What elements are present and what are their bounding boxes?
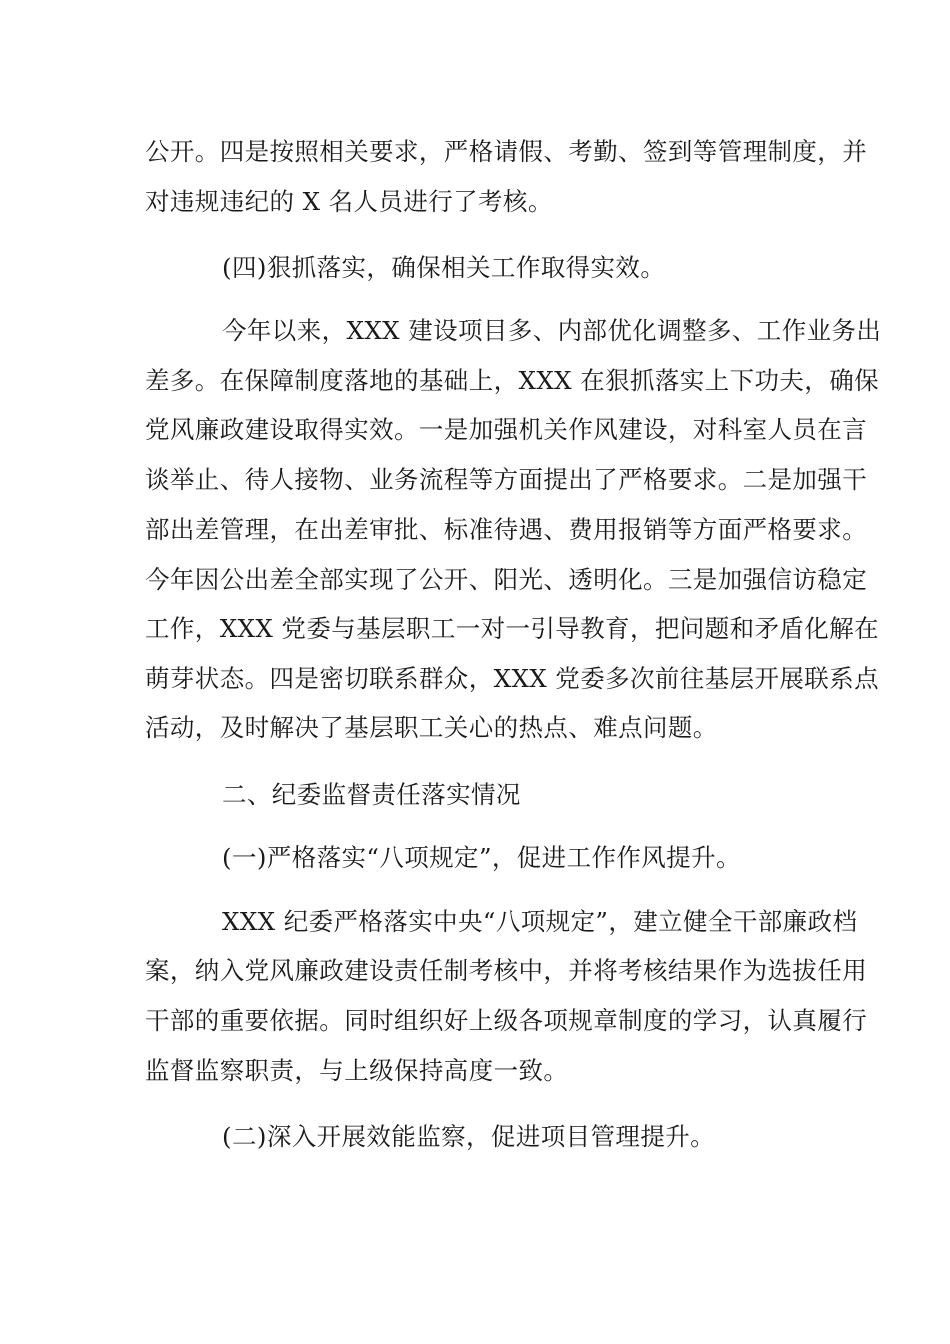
text-line: 谈举止、待人接物、业务流程等方面提出了严格要求。二是加强干 [145,465,868,494]
text-line: 干部的重要依据。同时组织好上级各项规章制度的学习，认真履行 [145,1006,868,1035]
text-line: 部出差管理，在出差审批、标准待遇、费用报销等方面严格要求。 [145,515,868,544]
text-line: 公开。四是按照相关要求，严格请假、考勤、签到等管理制度，并 [145,137,868,166]
text-line: 今年以来，XXX 建设项目多、内部优化调整多、工作业务出 [222,316,882,345]
text-line: XXX 纪委严格落实中央“八项规定”，建立健全干部廉政档 [222,907,858,936]
text-line: 案，纳入党风廉政建设责任制考核中，并将考核结果作为选拔任用 [145,956,868,985]
section-heading: (二)深入开展效能监察，促进项目管理提升。 [222,1122,716,1151]
text-line: 对违规违纪的 X 名人员进行了考核。 [145,187,553,216]
text-line: 萌芽状态。四是密切联系群众，XXX 党委多次前往基层开展联系点 [145,664,880,693]
text-line: 党风廉政建设取得实效。一是加强机关作风建设，对科室人员在言 [145,415,868,444]
text-line: 今年因公出差全部实现了公开、阳光、透明化。三是加强信访稳定 [145,565,868,594]
section-heading: (一)严格落实“八项规定”，促进工作作风提升。 [222,843,741,872]
text-line: 工作，XXX 党委与基层职工一对一引导教育，把问题和矛盾化解在 [145,614,880,643]
section-heading: (四)狠抓落实，确保相关工作取得实效。 [222,253,666,282]
text-line: 差多。在保障制度落地的基础上，XXX 在狠抓落实上下功夫，确保 [145,366,880,395]
text-line: 活动，及时解决了基层职工关心的热点、难点问题。 [145,713,718,742]
text-line: 监督监察职责，与上级保持高度一致。 [145,1056,569,1085]
section-heading: 二、纪委监督责任落实情况 [222,780,521,809]
